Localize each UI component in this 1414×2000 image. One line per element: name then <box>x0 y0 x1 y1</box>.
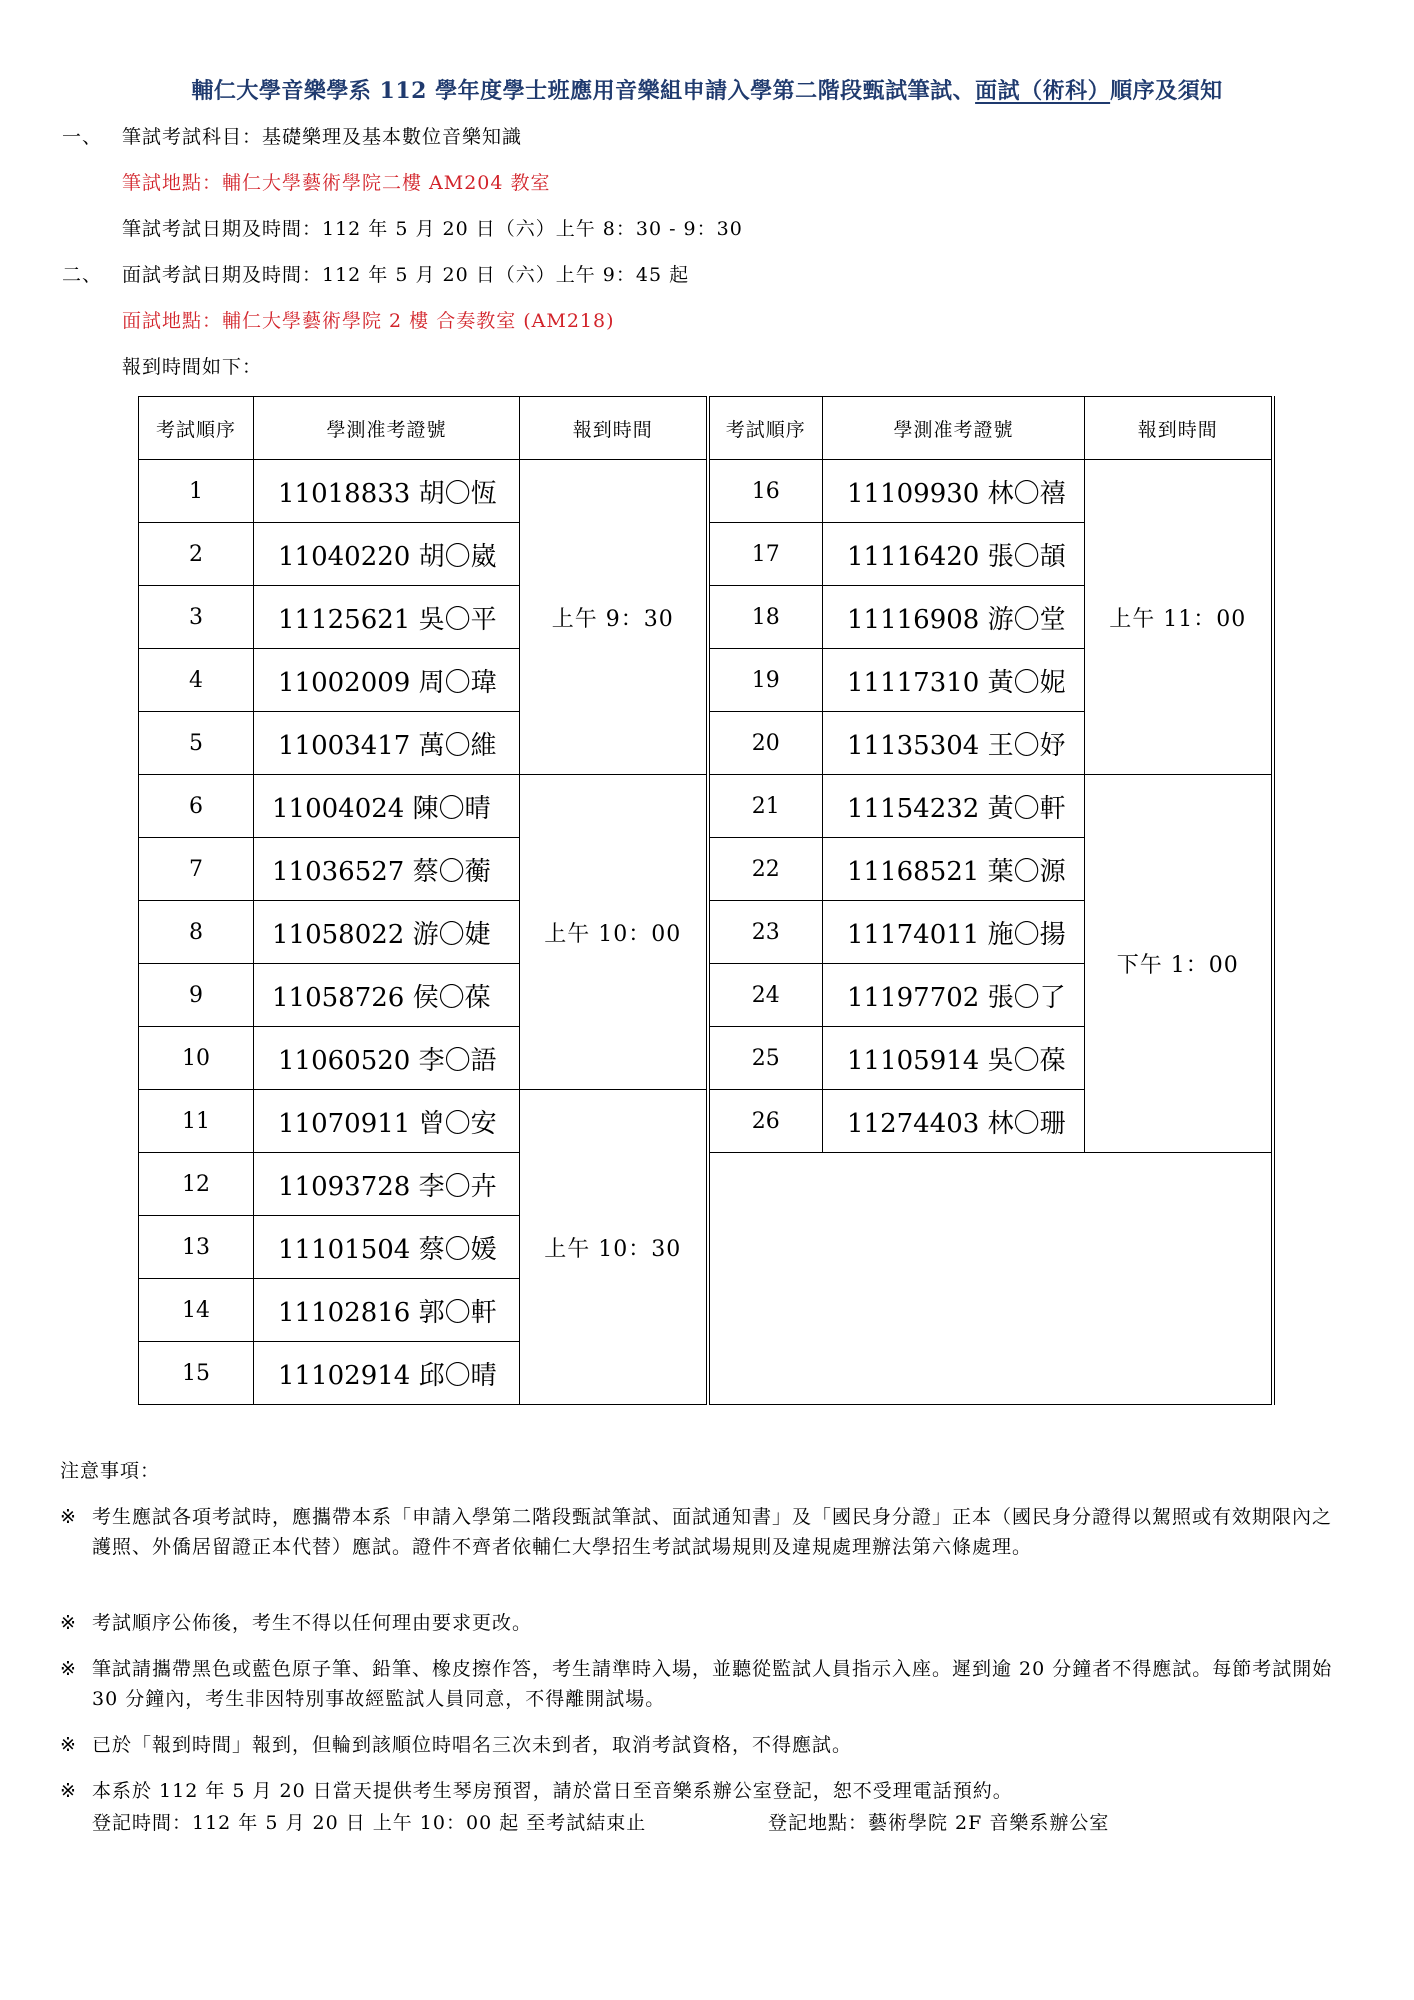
seq-cell: 18 <box>708 586 823 649</box>
id-cell: 11070911 曾〇安 <box>254 1090 520 1153</box>
id-cell: 11125621 吳〇平 <box>254 586 520 649</box>
table-row <box>139 460 1273 523</box>
note-marker: ※ <box>60 1734 77 1756</box>
id-cell: 11060520 李〇語 <box>254 1027 520 1090</box>
title-main: 輔仁大學音樂學系 112 學年度學士班應用音樂組申請入學第二階段甄試筆試、 <box>191 78 976 104</box>
seq-cell: 5 <box>139 712 254 775</box>
interview-datetime: 面試考試日期及時間：112 年 5 月 20 日（六）上午 9：45 起 <box>122 264 690 286</box>
header-time-left: 報到時間 <box>520 397 708 460</box>
id-cell: 11058726 侯〇葆 <box>254 964 520 1027</box>
written-exam-datetime: 筆試考試日期及時間：112 年 5 月 20 日（六）上午 8：30 - 9：30 <box>122 218 743 240</box>
seq-cell: 25 <box>708 1027 823 1090</box>
report-time-cell: 上午 9：30 <box>520 460 708 775</box>
report-time-cell: 上午 11：00 <box>1085 460 1273 775</box>
seq-cell: 22 <box>708 838 823 901</box>
seq-cell: 20 <box>708 712 823 775</box>
id-cell: 11274403 林〇珊 <box>823 1090 1085 1153</box>
header-id-right: 學測准考證號 <box>823 397 1085 460</box>
empty-cell <box>708 1153 1273 1405</box>
seq-cell: 1 <box>139 460 254 523</box>
header-seq-right: 考試順序 <box>708 397 823 460</box>
interview-location: 面試地點：輔仁大學藝術學院 2 樓 合奏教室 (AM218) <box>122 310 615 332</box>
id-cell: 11135304 王〇妤 <box>823 712 1085 775</box>
report-time-cell: 上午 10：30 <box>520 1090 708 1405</box>
seq-cell: 10 <box>139 1027 254 1090</box>
registration-place: 登記地點：藝術學院 2F 音樂系辦公室 <box>768 1812 1110 1834</box>
seq-cell: 16 <box>708 460 823 523</box>
id-cell: 11154232 黃〇軒 <box>823 775 1085 838</box>
section2-marker: 二、 <box>62 264 103 286</box>
id-cell: 11105914 吳〇葆 <box>823 1027 1085 1090</box>
note-item <box>60 1654 1340 1714</box>
table-header-row <box>139 397 1273 460</box>
note-text: 已於「報到時間」報到，但輪到該順位時唱名三次未到者，取消考試資格，不得應試。 <box>92 1734 853 1756</box>
schedule-table <box>138 396 1275 1405</box>
id-cell: 11018833 胡〇恆 <box>254 460 520 523</box>
seq-cell: 24 <box>708 964 823 1027</box>
id-cell: 11102816 郭〇軒 <box>254 1279 520 1342</box>
seq-cell: 19 <box>708 649 823 712</box>
id-cell: 11168521 葉〇源 <box>823 838 1085 901</box>
title-tail: 順序及須知 <box>1110 78 1223 104</box>
seq-cell: 6 <box>139 775 254 838</box>
id-cell: 11036527 蔡〇蘅 <box>254 838 520 901</box>
report-time-cell: 上午 10：00 <box>520 775 708 1090</box>
seq-cell: 7 <box>139 838 254 901</box>
seq-cell: 23 <box>708 901 823 964</box>
id-cell: 11093728 李〇卉 <box>254 1153 520 1216</box>
id-cell: 11102914 邱〇晴 <box>254 1342 520 1405</box>
seq-cell: 26 <box>708 1090 823 1153</box>
note-marker: ※ <box>60 1506 77 1528</box>
written-exam-subject: 筆試考試科目：基礎樂理及基本數位音樂知識 <box>122 126 523 148</box>
note-marker: ※ <box>60 1612 77 1634</box>
note-item <box>60 1776 1340 1806</box>
seq-cell: 21 <box>708 775 823 838</box>
id-cell: 11109930 林〇禧 <box>823 460 1085 523</box>
note-text: 筆試請攜帶黑色或藍色原子筆、鉛筆、橡皮擦作答，考生請準時入場，並聽從監試人員指示入座。遲到逾 20 分鐘者不得應試。每節考試開始 30 分鐘內，考生非因特別事故經監試人員同意，不得離開試場。 <box>92 1658 1333 1710</box>
seq-cell: 9 <box>139 964 254 1027</box>
section1-marker: 一、 <box>62 126 103 148</box>
id-cell: 11117310 黃〇妮 <box>823 649 1085 712</box>
seq-cell: 13 <box>139 1216 254 1279</box>
id-cell: 11002009 周〇瑋 <box>254 649 520 712</box>
note-marker: ※ <box>60 1658 77 1680</box>
seq-cell: 17 <box>708 523 823 586</box>
id-cell: 11003417 萬〇維 <box>254 712 520 775</box>
note-marker: ※ <box>60 1780 77 1802</box>
note-item <box>60 1608 1340 1638</box>
id-cell: 11116420 張〇頡 <box>823 523 1085 586</box>
table-row <box>139 775 1273 838</box>
header-time-right: 報到時間 <box>1085 397 1273 460</box>
note-item <box>60 1730 1340 1760</box>
id-cell: 11116908 游〇堂 <box>823 586 1085 649</box>
report-time-cell: 下午 1：00 <box>1085 775 1273 1153</box>
seq-cell: 14 <box>139 1279 254 1342</box>
notes-heading: 注意事項： <box>60 1460 161 1482</box>
note-text: 考試順序公佈後，考生不得以任何理由要求更改。 <box>92 1612 533 1634</box>
id-cell: 11004024 陳〇晴 <box>254 775 520 838</box>
note-text: 考生應試各項考試時，應攜帶本系「申請入學第二階段甄試筆試、面試通知書」及「國民身分證」正本（國民身分證得以駕照或有效期限內之護照、外僑居留證正本代替）應試。證件不齊者依輔仁大學招生考試試場規則及違規處理辦法第六條處理。 <box>92 1506 1333 1558</box>
note-text: 本系於 112 年 5 月 20 日當天提供考生琴房預習，請於當日至音樂系辦公室登記，恕不受理電話預約。 <box>92 1780 1013 1802</box>
seq-cell: 12 <box>139 1153 254 1216</box>
written-exam-location: 筆試地點：輔仁大學藝術學院二樓 AM204 教室 <box>122 172 551 194</box>
id-cell: 11197702 張〇了 <box>823 964 1085 1027</box>
header-id-left: 學測准考證號 <box>254 397 520 460</box>
seq-cell: 8 <box>139 901 254 964</box>
seq-cell: 15 <box>139 1342 254 1405</box>
id-cell: 11174011 施〇揚 <box>823 901 1085 964</box>
note-item <box>60 1502 1340 1562</box>
page-title <box>0 74 1414 105</box>
id-cell: 11101504 蔡〇媛 <box>254 1216 520 1279</box>
report-intro: 報到時間如下： <box>122 356 263 378</box>
title-underlined: 面試（術科） <box>975 78 1111 104</box>
id-cell: 11040220 胡〇崴 <box>254 523 520 586</box>
seq-cell: 3 <box>139 586 254 649</box>
id-cell: 11058022 游〇婕 <box>254 901 520 964</box>
registration-time: 登記時間：112 年 5 月 20 日 上午 10：00 起 至考試結束止 <box>92 1812 647 1834</box>
header-seq-left: 考試順序 <box>139 397 254 460</box>
seq-cell: 11 <box>139 1090 254 1153</box>
seq-cell: 4 <box>139 649 254 712</box>
seq-cell: 2 <box>139 523 254 586</box>
